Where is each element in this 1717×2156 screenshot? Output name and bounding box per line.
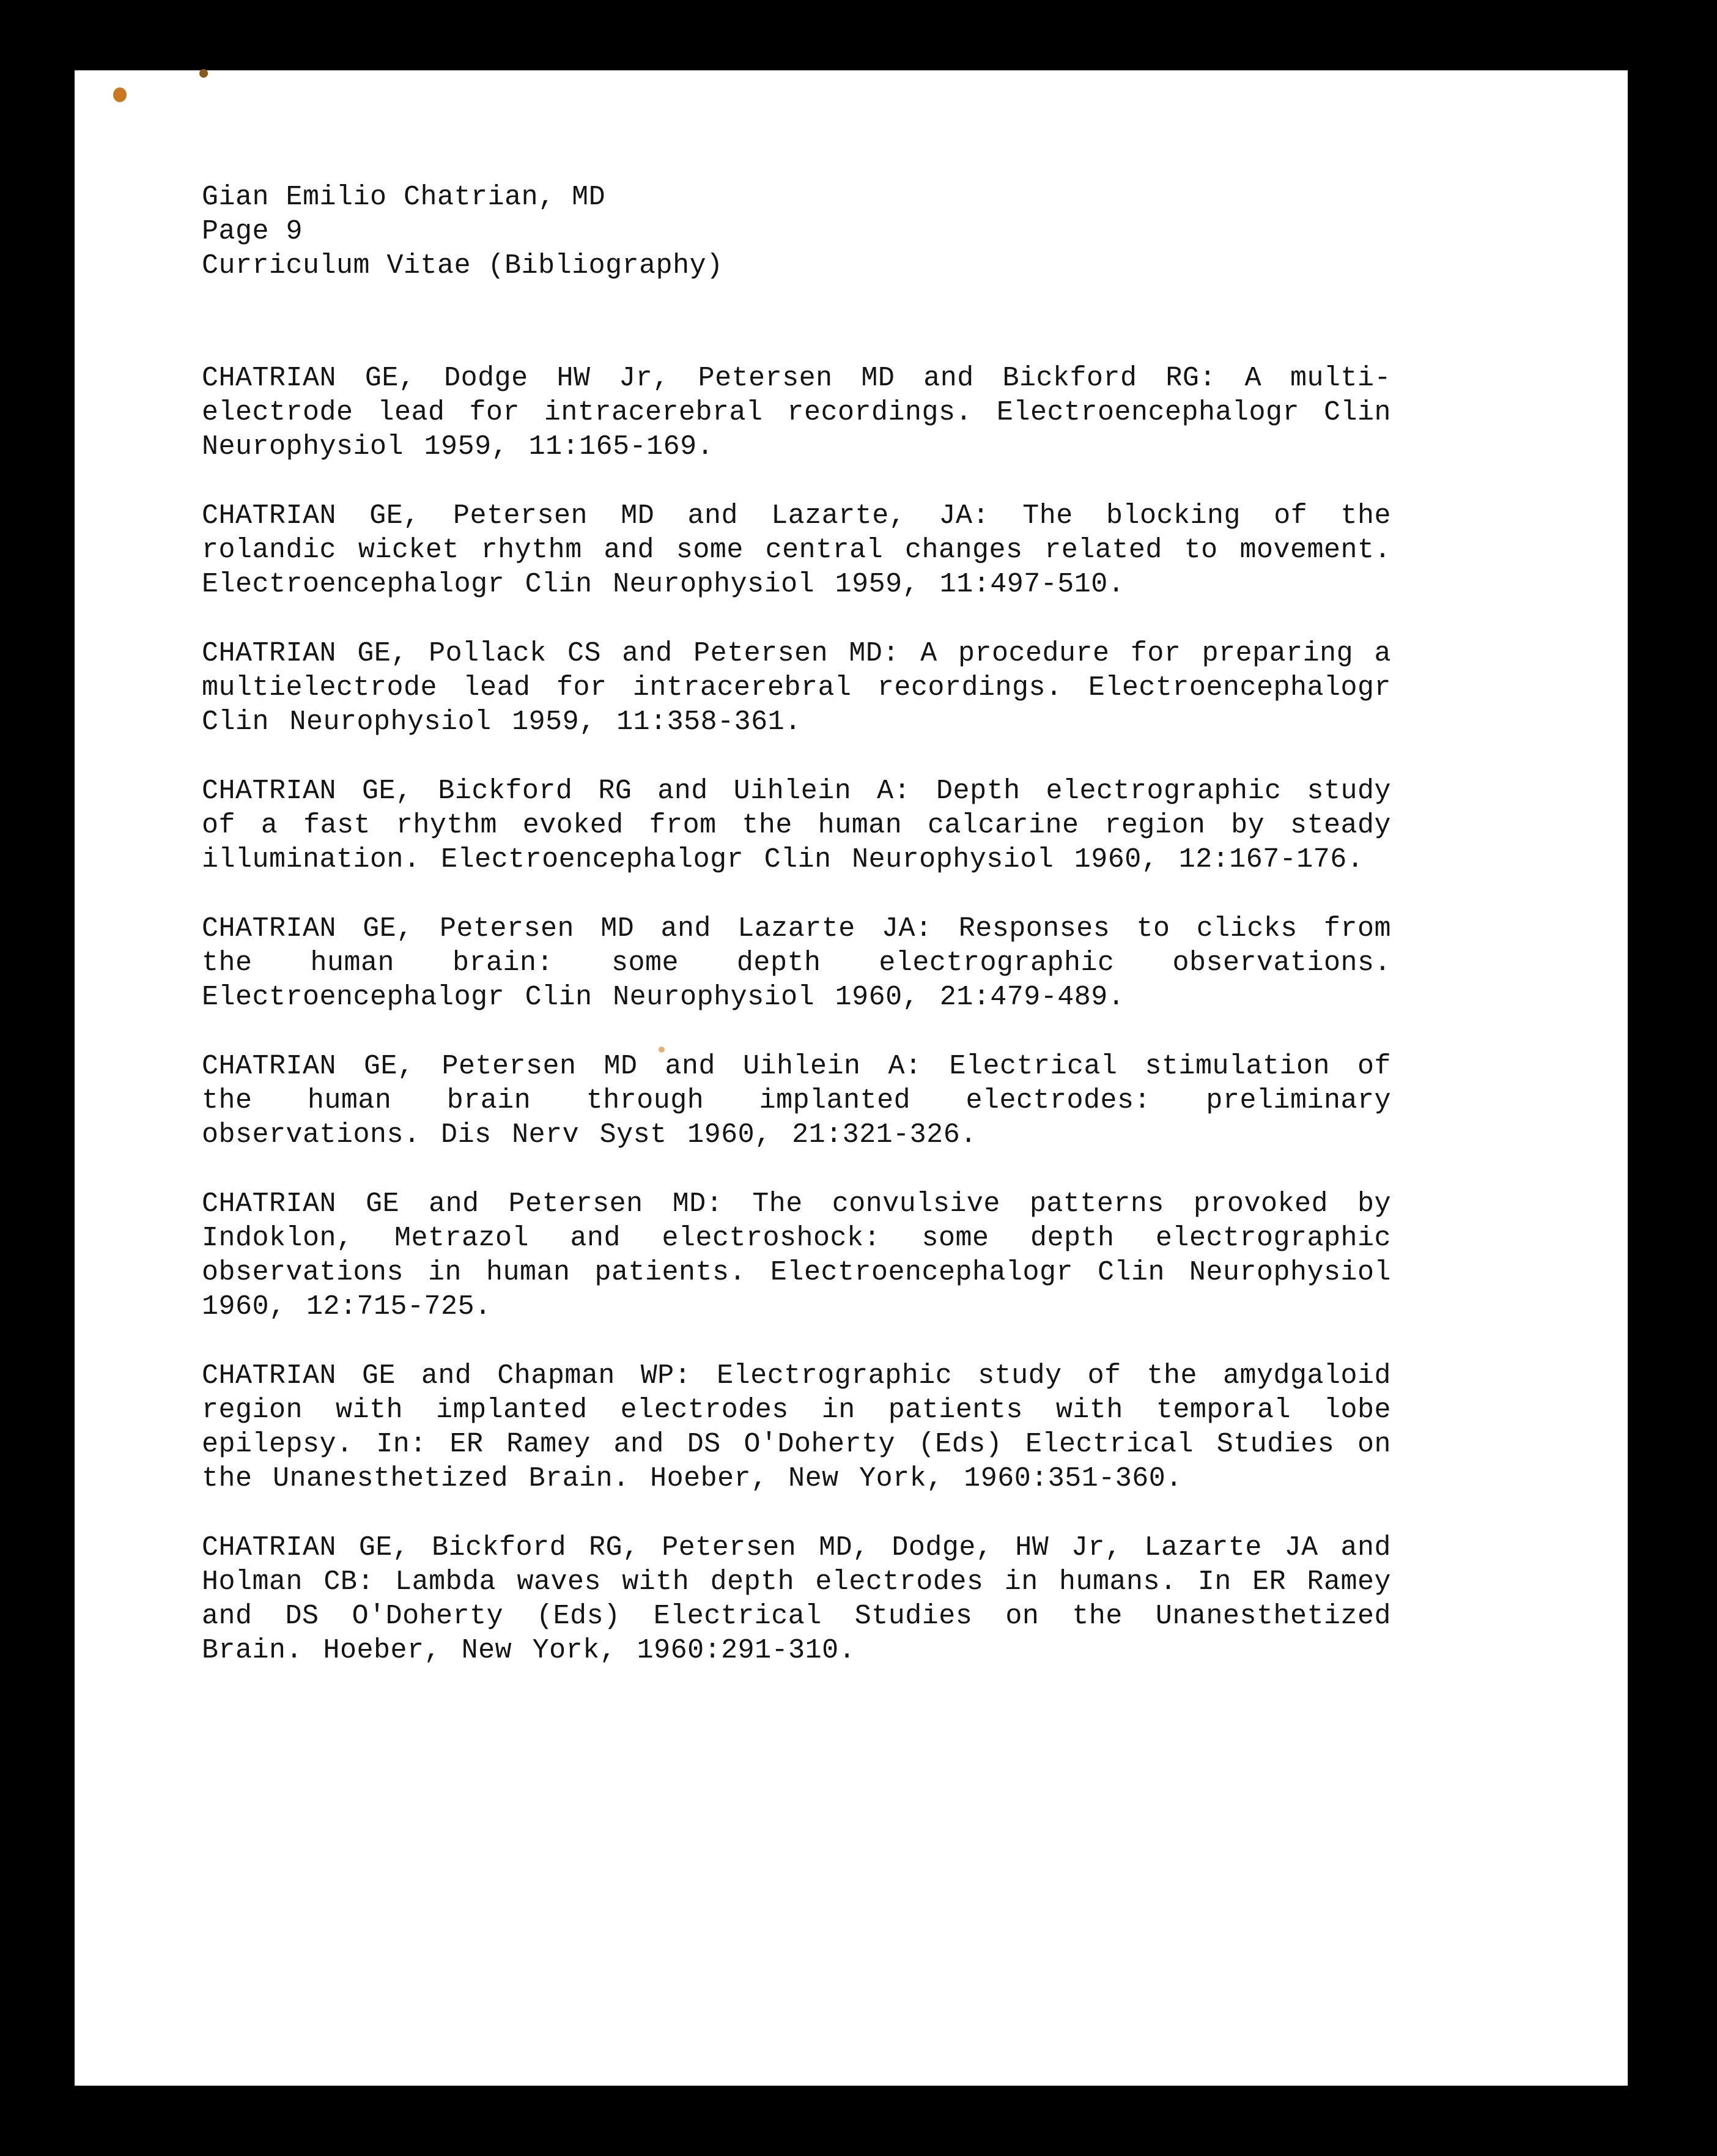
stain-mark — [199, 69, 208, 78]
bibliography-list — [202, 361, 1391, 1668]
citation: CHATRIAN GE, Bickford RG, Petersen MD, Dodge, HW Jr, Lazarte JA and Holman CB: Lambda waves with depth electrodes in humans. In ER Ramey and DS O'Doherty (Eds) Electrical Studies on the Unanesthetized Brain. Hoeber, New York, 1960:291-310. — [202, 1532, 1391, 1666]
citation: CHATRIAN GE, Petersen MD and Uihlein A: Electrical stimulation of the human brain through implanted electrodes: preliminary observations. Dis Nerv Syst 1960, 21:321-326. — [202, 1051, 1391, 1150]
citation: CHATRIAN GE and Chapman WP: Electrographic study of the amydgaloid region with implanted electrodes in patients with temporal lobe epilepsy. In: ER Ramey and DS O'Doherty (Eds) Electrical Studies on the Unanesthetized Brain. Hoeber, New York, 1960:351-360. — [202, 1360, 1391, 1494]
page-header — [202, 180, 1391, 283]
citation: CHATRIAN GE, Pollack CS and Petersen MD: A procedure for preparing a multielectrode lead for intracerebral recordings. Electroencephalogr Clin Neurophysiol 1959, 11:358-361. — [202, 638, 1391, 738]
page-number: Page 9 — [202, 216, 303, 247]
citation: CHATRIAN GE, Petersen MD and Lazarte, JA: The blocking of the rolandic wicket rhythm and some central changes related to movement. Electroencephalogr Clin Neurophysiol 1959, 11:497-510. — [202, 500, 1391, 600]
citation: CHATRIAN GE, Petersen MD and Lazarte JA: Responses to clicks from the human brain: some depth electrographic observations. Electroencephalogr Clin Neurophysiol 1960, 21:479-489. — [202, 913, 1391, 1013]
citation: CHATRIAN GE and Petersen MD: The convulsive patterns provoked by Indoklon, Metrazol and electroshock: some depth electrographic observations in human patients. Electroencephalogr Clin Neurophysiol 1960, 12:715-725. — [202, 1188, 1391, 1322]
page-content — [202, 180, 1391, 1703]
section-title: Curriculum Vitae (Bibliography) — [202, 250, 723, 281]
citation: CHATRIAN GE, Dodge HW Jr, Petersen MD and Bickford RG: A multi-electrode lead for intracerebral recordings. Electroencephalogr Clin Neurophysiol 1959, 11:165-169. — [202, 363, 1391, 462]
author-name: Gian Emilio Chatrian, MD — [202, 182, 606, 213]
stain-mark — [113, 87, 127, 102]
citation: CHATRIAN GE, Bickford RG and Uihlein A: Depth electrographic study of a fast rhythm evoked from the human calcarine region by steady illumination. Electroencephalogr Clin Neurophysiol 1960, 12:167-176. — [202, 776, 1391, 875]
